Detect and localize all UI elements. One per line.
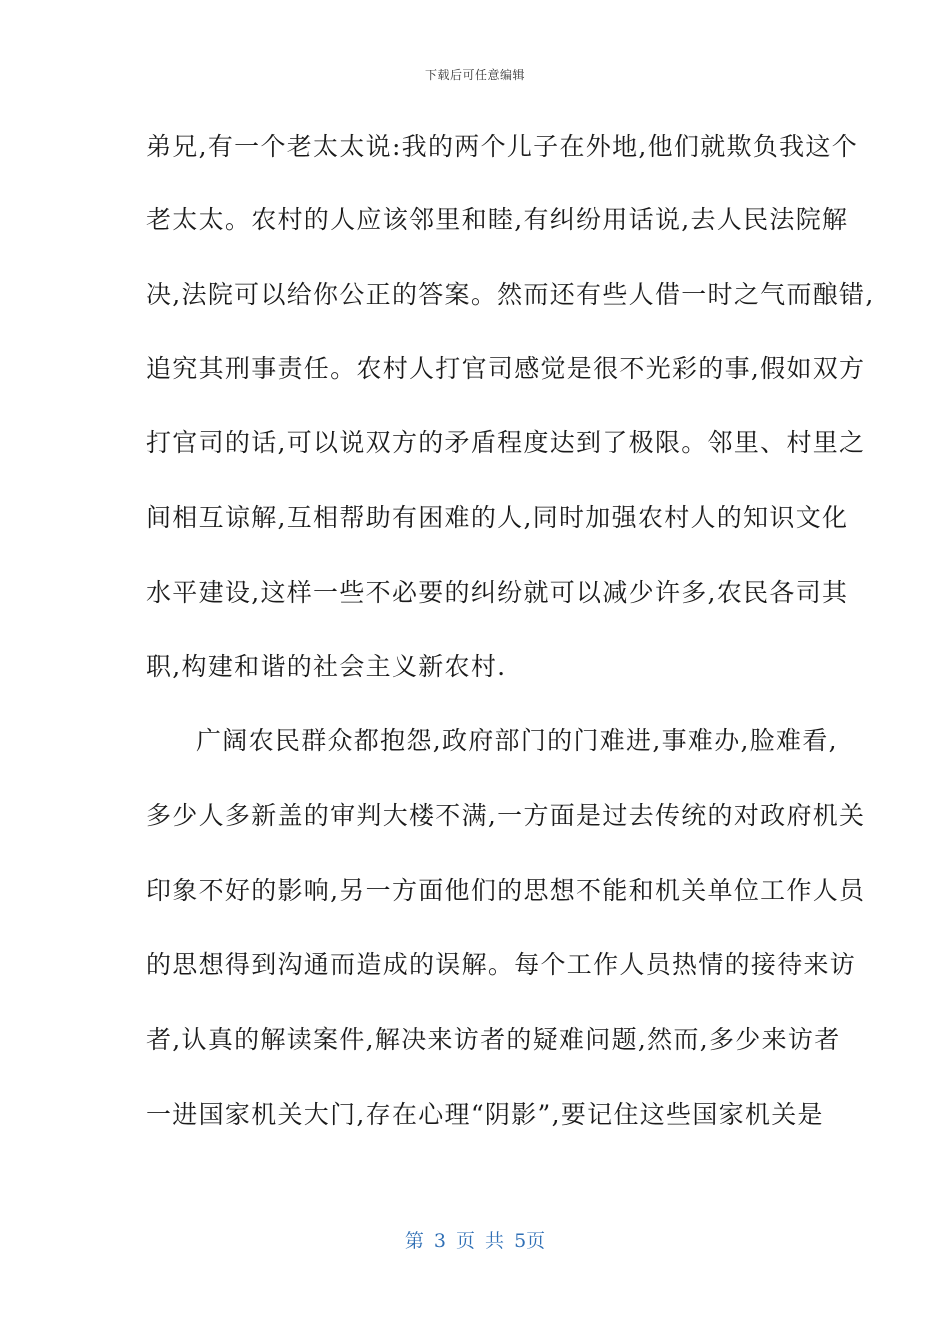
body-line-12: 的思想得到沟通而造成的误解。每个工作人员热情的接待来访 [146,950,857,979]
body-line-8: 职,构建和谐的社会主义新农村. [146,652,507,681]
page-header: 下载后可任意编辑 [424,68,525,82]
body-line-5: 打官司的话,可以说双方的矛盾程度达到了极限。邻里、村里之 [146,428,866,457]
body-line-7: 水平建设,这样一些不必要的纠纷就可以减少许多,农民各司其 [146,578,849,607]
body-line-13: 者,认真的解读案件,解决来访者的疑难问题,然而,多少来访者 [146,1025,841,1054]
body-line-4: 追究其刑事责任。农村人打官司感觉是很不光彩的事,假如双方 [146,354,866,383]
body-line-9: 广阔农民群众都抱怨,政府部门的门难进,事难办,脸难看, [196,726,838,755]
page-footer: 第 3 页 共 5页 [404,1230,546,1252]
body-line-2: 老太太。农村的人应该邻里和睦,有纠纷用话说,去人民法院解 [146,205,849,234]
body-line-14: 一进国家机关大门,存在心理“阴影”,要记住这些国家机关是 [146,1100,824,1129]
body-line-11: 印象不好的影响,另一方面他们的思想不能和机关单位工作人员 [146,876,866,905]
body-line-6: 间相互谅解,互相帮助有困难的人,同时加强农村人的知识文化 [146,503,849,532]
body-line-3: 决,法院可以给你公正的答案。然而还有些人借一时之气而酿错, [146,280,875,309]
body-line-1: 弟兄,有一个老太太说:我的两个儿子在外地,他们就欺负我这个 [146,132,859,161]
body-line-10: 多少人多新盖的审判大楼不满,一方面是过去传统的对政府机关 [146,801,866,830]
